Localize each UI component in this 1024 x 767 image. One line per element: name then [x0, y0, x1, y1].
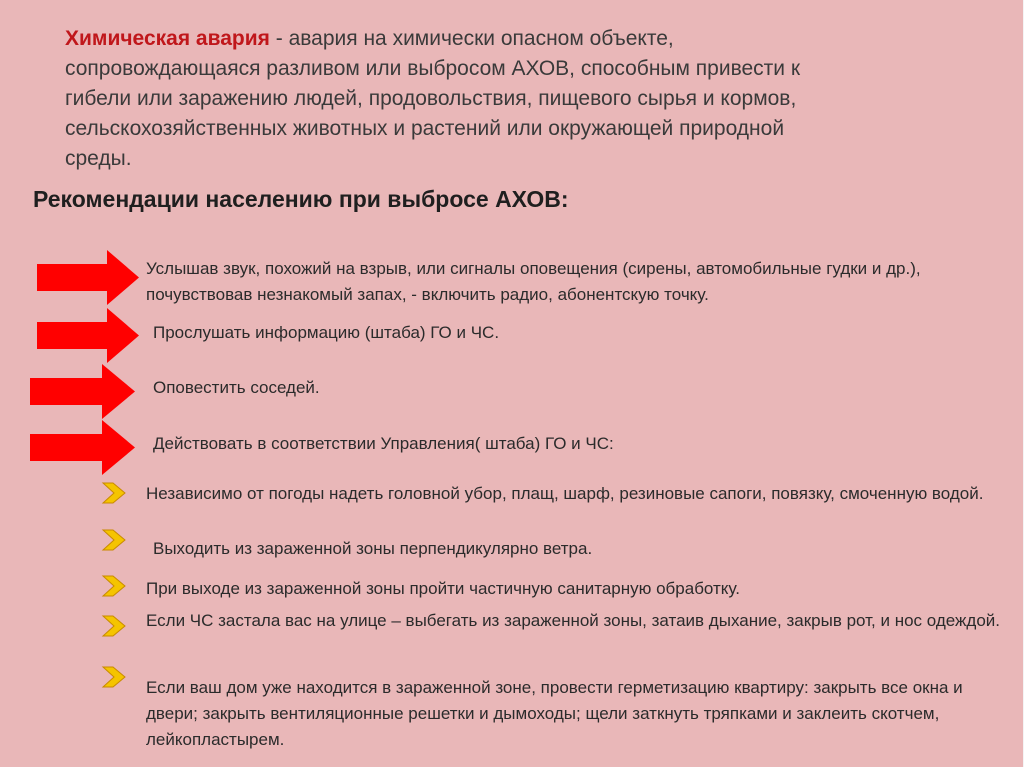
yellow-chevron-icon	[101, 574, 127, 603]
arrow-item: Прослушать информацию (штаба) ГО и ЧС.	[153, 323, 500, 342]
red-right-arrow-icon	[30, 420, 135, 475]
yellow-chevron-icon	[101, 528, 127, 557]
definition-text: - авария на химически опасном объекте, сопровождающаяся разливом или выбросом АХОВ, способным привести к гибели или заражению людей, продовольствия, пищевого сырья и кормов, сельскохозяйственных животных и растений или окружающей природной среды.	[65, 27, 801, 170]
red-right-arrow-icon	[37, 308, 139, 363]
chevron-item: При выходе из зараженной зоны пройти частичную санитарную обработку.	[146, 579, 740, 598]
arrow-item: Действовать в соответствии Управления( штаба) ГО и ЧС:	[153, 434, 614, 453]
red-right-arrow-icon	[30, 364, 135, 419]
arrow-item: Услышав звук, похожий на взрыв, или сигналы оповещения (сирены, автомобильные гудки и др.), почувствовав незнакомый запах, - включить радио, абонентскую точку.	[146, 259, 921, 304]
recommendations-heading: Рекомендации населению при выбросе АХОВ:	[33, 186, 569, 212]
arrow-item: Оповестить соседей.	[153, 378, 320, 397]
chevron-item: Выходить из зараженной зоны перпендикулярно ветра.	[153, 539, 593, 558]
red-right-arrow-icon	[37, 250, 139, 305]
yellow-chevron-icon	[101, 665, 127, 694]
yellow-chevron-icon	[101, 614, 127, 643]
chevron-item: Если ваш дом уже находится в зараженной зоне, провести герметизацию квартиру: закрыть все окна и двери; закрыть вентиляционные решетки и дымоходы; щели заткнуть тряпками и заклеить скотчем, лейкопластырем.	[146, 678, 963, 749]
chevron-item: Если ЧС застала вас на улице – выбегать из зараженной зоны, затаив дыхание, закрыв рот, и нос одеждой.	[146, 611, 1001, 630]
definition-paragraph	[65, 24, 855, 174]
definition-term: Химическая авария	[65, 27, 270, 50]
yellow-chevron-icon	[101, 481, 127, 510]
chevron-item: Независимо от погоды надеть головной убор, плащ, шарф, резиновые сапоги, повязку, смоченную водой.	[146, 484, 984, 503]
